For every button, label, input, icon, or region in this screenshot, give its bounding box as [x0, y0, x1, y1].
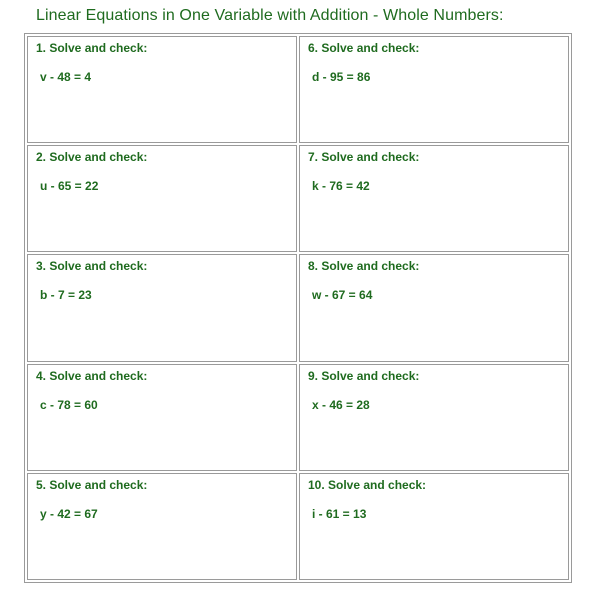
- problem-2-cell[interactable]: [27, 145, 297, 252]
- problem-5-equation: y - 42 = 67: [40, 506, 98, 521]
- problem-9-equation: x - 46 = 28: [312, 397, 370, 412]
- problem-8-header: 8. Solve and check:: [308, 259, 420, 274]
- page-title: Linear Equations in One Variable with Addition - Whole Numbers:: [36, 7, 504, 24]
- problem-4-equation: c - 78 = 60: [40, 397, 98, 412]
- problem-6-header: 6. Solve and check:: [308, 41, 420, 55]
- problem-1-cell[interactable]: [27, 36, 297, 143]
- problem-10-cell[interactable]: [299, 473, 569, 580]
- problem-9-header: 9. Solve and check:: [308, 368, 420, 383]
- problem-1-equation: v - 48 = 4: [40, 70, 92, 84]
- problem-3-header: 3. Solve and check:: [36, 259, 148, 274]
- problem-7-header: 7. Solve and check:: [308, 150, 420, 165]
- problem-4-header: 4. Solve and check:: [36, 368, 148, 383]
- problem-9-cell[interactable]: [299, 364, 569, 471]
- problem-8-cell[interactable]: [299, 254, 569, 361]
- problem-6-cell[interactable]: [299, 36, 569, 143]
- problem-8-equation: w - 67 = 64: [312, 288, 373, 303]
- problem-7-equation: k - 76 = 42: [312, 179, 370, 194]
- problem-7-cell[interactable]: [299, 145, 569, 252]
- problem-6-equation: d - 95 = 86: [312, 70, 371, 84]
- problem-3-cell[interactable]: [27, 254, 297, 361]
- problem-5-cell[interactable]: [27, 473, 297, 580]
- problem-3-equation: b - 7 = 23: [40, 288, 92, 303]
- problem-10-header: 10. Solve and check:: [308, 477, 427, 492]
- problem-4-cell[interactable]: [27, 364, 297, 471]
- problem-5-header: 5. Solve and check:: [36, 477, 148, 492]
- problem-10-equation: i - 61 = 13: [312, 506, 367, 521]
- problem-1-header: 1. Solve and check:: [36, 41, 148, 55]
- worksheet-grid: [24, 33, 572, 583]
- problem-2-equation: u - 65 = 22: [40, 179, 99, 194]
- problem-2-header: 2. Solve and check:: [36, 150, 148, 165]
